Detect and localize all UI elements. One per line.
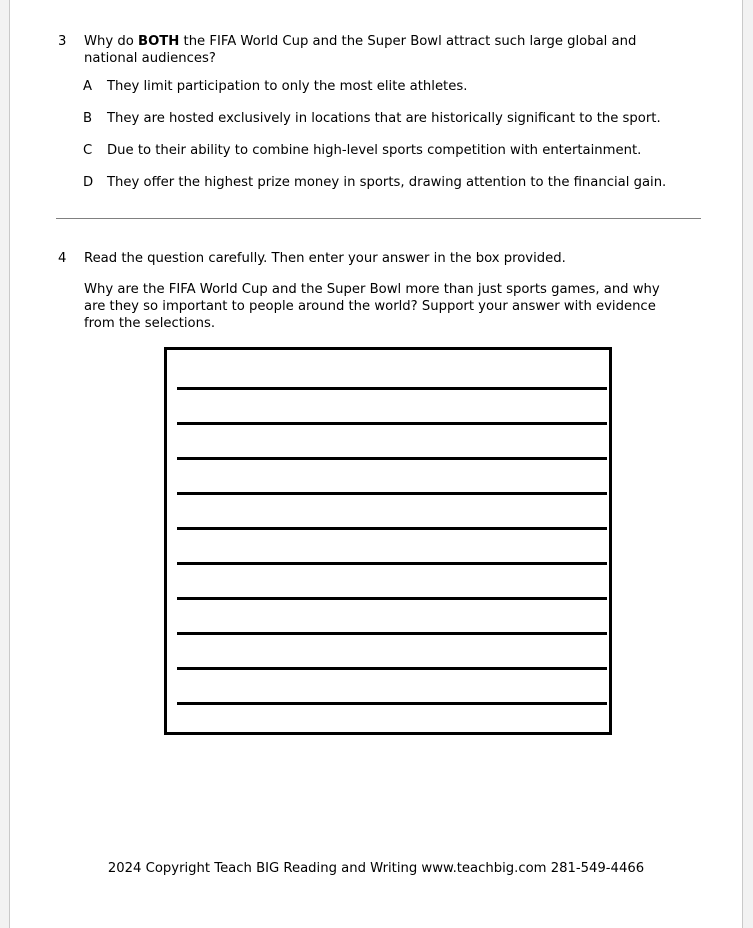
writing-line — [177, 562, 607, 565]
writing-line — [177, 597, 607, 600]
option-d-text: They offer the highest prize money in sports, drawing attention to the financial gain. — [107, 175, 667, 190]
writing-line — [177, 702, 607, 705]
question-3-stem-part2: the FIFA World Cup and the Super Bowl attract such large global and national audiences? — [84, 34, 637, 66]
question-3-stem — [84, 33, 676, 67]
answer-box[interactable] — [164, 347, 612, 735]
question-3-stem-part1: Why do — [84, 34, 139, 49]
option-a-letter: A — [83, 79, 93, 94]
option-c-letter: C — [83, 143, 93, 158]
option-a-text: They limit participation to only the most elite athletes. — [107, 79, 468, 94]
writing-line — [177, 667, 607, 670]
writing-line — [177, 457, 607, 460]
option-b-text: They are hosted exclusively in locations that are historically significant to the sport. — [107, 111, 661, 126]
question-4-number: 4 — [58, 251, 67, 266]
page-content — [10, 0, 742, 928]
worksheet-page — [9, 0, 743, 928]
writing-line — [177, 492, 607, 495]
option-c-text: Due to their ability to combine high-level sports competition with entertainment. — [107, 143, 642, 158]
section-divider — [56, 218, 701, 219]
page-footer: 2024 Copyright Teach BIG Reading and Writing www.teachbig.com 281-549-4466 — [107, 861, 645, 876]
question-3-stem-bold: BOTH — [138, 34, 180, 49]
option-d-letter: D — [83, 175, 94, 190]
writing-line — [177, 422, 607, 425]
question-4-instruction: Read the question carefully. Then enter your answer in the box provided. — [84, 251, 566, 266]
writing-line — [177, 387, 607, 390]
question-3-number: 3 — [58, 34, 67, 49]
writing-line — [177, 527, 607, 530]
question-4-prompt: Why are the FIFA World Cup and the Super Bowl more than just sports games, and why are they so important to people around the world? Support your answer with evidence from the selections. — [84, 282, 660, 331]
writing-line — [177, 632, 607, 635]
option-b-letter: B — [83, 111, 93, 126]
